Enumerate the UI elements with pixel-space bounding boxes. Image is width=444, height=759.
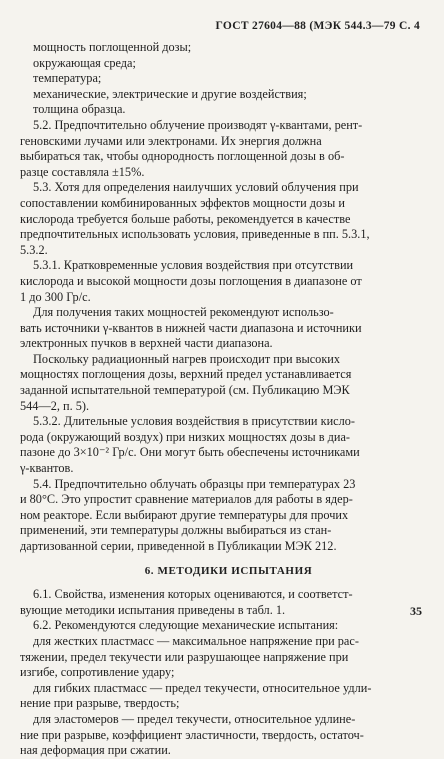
property-list bbox=[33, 40, 424, 118]
section-title: 6. МЕТОДИКИ ИСПЫТАНИЯ bbox=[144, 564, 313, 577]
text-line: геновскими лучами или электронами. Их энергия должна bbox=[20, 133, 322, 148]
text-line: кислорода требуется больше работы, рекомендуется в качестве bbox=[20, 211, 351, 226]
text-line: выбираться так, чтобы однородность поглощенной дозы в об- bbox=[20, 149, 345, 164]
text-line: предпочтительных использовать условия, приведенные в пп. 5.3.1, bbox=[20, 227, 370, 242]
text-line: ние при разрыве, коэффициент эластичности, твердость, остаточ- bbox=[20, 727, 364, 742]
paragraph-5-3 bbox=[20, 180, 424, 258]
text-line: ном реакторе. Если выбирают другие температуры для прочих bbox=[20, 507, 349, 522]
text-line: Поскольку радиационный нагрев происходит при высоких bbox=[33, 351, 341, 366]
text-line: для гибких пластмасс — предел текучести, относительное удли- bbox=[33, 680, 372, 695]
text-line: 5.3.2. Длительные условия воздействия в присутствии кисло- bbox=[33, 414, 355, 429]
text-line: электронных пучков в верхней части диапазона. bbox=[20, 336, 273, 351]
text-line: дартизованной серии, приведенной в Публикации МЭК 212. bbox=[20, 539, 337, 553]
list-item: окружающая среда; bbox=[33, 55, 136, 70]
paragraph-5-3-1-sources bbox=[20, 305, 424, 352]
paragraph-5-3-2 bbox=[20, 414, 424, 476]
text-line: 5.4. Предпочтительно облучать образцы при температурах 23 bbox=[33, 476, 356, 491]
text-line: изгибе, сопротивление удару; bbox=[20, 665, 175, 680]
text-line: рода (окружающий воздух) при низких мощностях дозы в диа- bbox=[20, 429, 351, 444]
text-line: и 80°С. Это упростит сравнение материалов для работы в ядер- bbox=[20, 492, 353, 507]
paragraph-6-1 bbox=[20, 587, 424, 618]
text-line: 5.2. Предпочтительно облучение производят γ-квантами, рент- bbox=[33, 117, 363, 132]
list-item: толщина образца. bbox=[33, 102, 126, 117]
paragraph-5-2 bbox=[20, 118, 424, 180]
paragraph-5-3-1 bbox=[20, 258, 424, 305]
text-line: применений, эти температуры должны выбираться из стан- bbox=[20, 523, 332, 538]
text-line: нение при разрыве, твердость; bbox=[20, 696, 180, 711]
text-line: 6.2. Рекомендуются следующие механические испытания: bbox=[33, 618, 339, 633]
text-line: кислорода и высокой мощности дозы поглощения в диапазоне от bbox=[20, 273, 362, 288]
list-item: температура; bbox=[33, 71, 102, 86]
text-line: мощностях поглощения дозы, верхний предел устанавливается bbox=[20, 367, 352, 382]
paragraph-5-3-1-heating bbox=[20, 352, 424, 414]
text-line: Для получения таких мощностей рекомендуют использо- bbox=[33, 305, 334, 320]
text-line: 5.3.1. Кратковременные условия воздействия при отсутствии bbox=[33, 258, 354, 273]
text-line: 5.3. Хотя для определения наилучших условий облучения при bbox=[33, 180, 359, 195]
text-line: 1 до 300 Гр/с. bbox=[20, 289, 91, 304]
text-line: 6.1. Свойства, изменения которых оцениваются, и соответст- bbox=[33, 587, 353, 602]
page-header: ГОСТ 27604—88 (МЭК 544.3—79 С. 4 bbox=[215, 20, 420, 32]
paragraph-6-2 bbox=[20, 618, 424, 758]
text-line: 5.3.2. bbox=[20, 242, 48, 257]
text-line: заданной испытательной температурой (см. Публикацию МЭК bbox=[20, 383, 350, 398]
list-item: мощность поглощенной дозы; bbox=[33, 40, 192, 54]
text-line: γ-квантов. bbox=[20, 461, 74, 476]
text-line: вующие методики испытания приведены в табл. 1. bbox=[20, 602, 286, 617]
list-item: механические, электрические и другие воздействия; bbox=[33, 86, 307, 101]
text-line: тяжении, предел текучести или разрушающее напряжение при bbox=[20, 649, 349, 664]
text-line: вать источники γ-квантов в нижней части диапазона и источники bbox=[20, 320, 362, 335]
text-line: 544—2, п. 5). bbox=[20, 398, 90, 413]
text-line: для жестких пластмасс — максимальное напряжение при рас- bbox=[33, 633, 359, 648]
text-line: сопоставлении комбинированных эффектов мощности дозы и bbox=[20, 195, 345, 210]
text-line: для эластомеров — предел текучести, относительное удлине- bbox=[33, 711, 356, 726]
paragraph-5-4 bbox=[20, 477, 424, 555]
document-body bbox=[20, 40, 424, 759]
text-line: разце составляла ±15%. bbox=[20, 164, 145, 179]
text-line: пазоне до 3×10⁻² Гр/с. Они могут быть обеспечены источниками bbox=[20, 445, 360, 460]
page-number: 35 bbox=[410, 604, 422, 618]
text-line: ная деформация при сжатии. bbox=[20, 743, 171, 758]
